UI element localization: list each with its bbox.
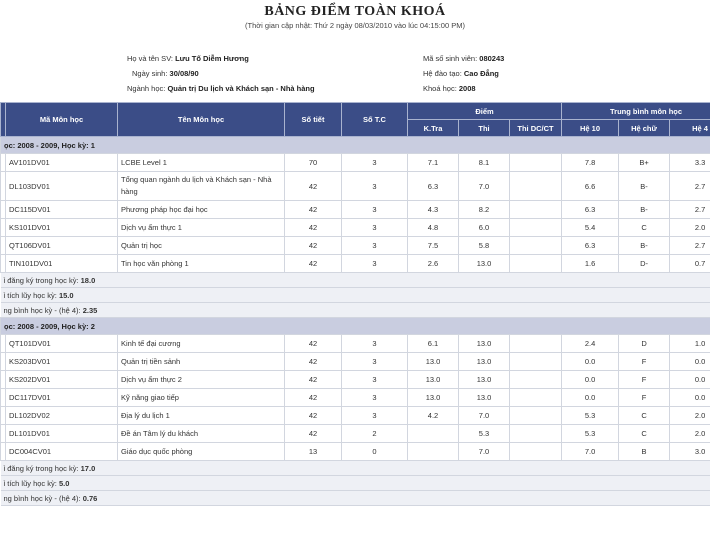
- cell-credits: 2: [342, 425, 408, 443]
- cell-code: DC004CV01: [6, 443, 118, 461]
- cell-hchu: C: [619, 219, 670, 237]
- cell-h4: 1.0: [670, 335, 710, 353]
- summary-label: ỉ đăng ký trong học kỳ:: [3, 275, 79, 285]
- summary-label: ng bình học kỳ - (hệ 4):: [3, 493, 81, 503]
- student-dob: 30/08/90: [169, 69, 199, 78]
- student-major-row: [127, 84, 315, 93]
- cell-thi: 13.0: [459, 335, 510, 353]
- semester-1-body: [1, 137, 710, 273]
- cell-thi: 13.0: [459, 389, 510, 407]
- student-id: 080243: [479, 54, 505, 63]
- cell-code: DL102DV02: [6, 407, 118, 425]
- cell-ktra: 13.0: [408, 371, 459, 389]
- summary-cell: [1, 476, 710, 491]
- summary-label: ng bình học kỳ - (hệ 4):: [3, 305, 81, 315]
- cell-name: Kỹ năng giao tiếp: [118, 389, 285, 407]
- summary-cell: [1, 288, 710, 303]
- cell-thidc: [510, 353, 562, 371]
- table-row: [1, 371, 710, 389]
- cell-h4: 0.0: [670, 353, 710, 371]
- table-row: [1, 389, 710, 407]
- cell-h4: 2.7: [670, 237, 710, 255]
- cell-thidc: [510, 389, 562, 407]
- summary-label: ỉ tích lũy học kỳ:: [3, 478, 57, 488]
- cell-hchu: F: [619, 389, 670, 407]
- cell-credits: 3: [342, 371, 408, 389]
- cell-thi: 5.3: [459, 425, 510, 443]
- summary-row: [1, 273, 710, 288]
- semester-1-header: [1, 137, 710, 154]
- student-id-label: Mã số sinh viên:: [423, 54, 478, 63]
- cell-thi: 13.0: [459, 255, 510, 273]
- cell-name: Đề án Tâm lý du khách: [118, 425, 285, 443]
- cell-name: Phương pháp học đại học: [118, 201, 285, 219]
- cell-h10: 2.4: [562, 335, 619, 353]
- cell-credits: 3: [342, 237, 408, 255]
- table-row: [1, 425, 710, 443]
- cell-h10: 0.0: [562, 353, 619, 371]
- summary-label: ỉ tích lũy học kỳ:: [3, 290, 57, 300]
- table-header-row: [1, 103, 710, 120]
- cell-thidc: [510, 154, 562, 172]
- summary-value: 17.0: [80, 463, 96, 473]
- cell-hours: 42: [285, 407, 342, 425]
- cell-ktra: 13.0: [408, 389, 459, 407]
- cell-credits: 3: [342, 201, 408, 219]
- semester-2-header: [1, 318, 710, 335]
- summary-value: 0.76: [82, 493, 98, 503]
- semester-1-summary: [1, 273, 710, 318]
- semester-2-summary: [1, 461, 710, 506]
- cell-hchu: F: [619, 353, 670, 371]
- header-credits: Số T.C: [342, 103, 408, 137]
- cell-code: QT106DV01: [6, 237, 118, 255]
- table-row: [1, 353, 710, 371]
- cell-h4: 2.7: [670, 201, 710, 219]
- cell-ktra: 13.0: [408, 353, 459, 371]
- cell-thidc: [510, 219, 562, 237]
- cell-name: Tổng quan ngành du lịch và Khách sạn - Nhà hàng: [118, 172, 285, 201]
- grades-table: [0, 102, 710, 506]
- cell-ktra: 4.3: [408, 201, 459, 219]
- cell-thidc: [510, 425, 562, 443]
- cell-h4: 2.0: [670, 407, 710, 425]
- summary-value: 15.0: [58, 290, 74, 300]
- cell-thi: 7.0: [459, 407, 510, 425]
- header-name: Tên Môn học: [118, 103, 285, 137]
- student-cohort: 2008: [458, 84, 476, 93]
- cell-code: QT101DV01: [6, 335, 118, 353]
- summary-row: [1, 303, 710, 318]
- cell-hchu: C: [619, 407, 670, 425]
- summary-row: [1, 476, 710, 491]
- cell-hchu: F: [619, 371, 670, 389]
- cell-thi: 7.0: [459, 172, 510, 201]
- cell-thidc: [510, 255, 562, 273]
- summary-row: [1, 491, 710, 506]
- cell-h10: 7.0: [562, 443, 619, 461]
- table-row: [1, 443, 710, 461]
- cell-hchu: B: [619, 443, 670, 461]
- student-system-row: [423, 69, 499, 78]
- cell-h10: 0.0: [562, 371, 619, 389]
- cell-hours: 42: [285, 335, 342, 353]
- cell-thi: 5.8: [459, 237, 510, 255]
- cell-name: Dịch vụ ẩm thực 1: [118, 219, 285, 237]
- student-cohort-label: Khoá học:: [423, 84, 457, 93]
- header-score: Điểm: [408, 103, 562, 120]
- cell-code: KS101DV01: [6, 219, 118, 237]
- cell-hours: 42: [285, 371, 342, 389]
- cell-h10: 0.0: [562, 389, 619, 407]
- cell-ktra: 7.1: [408, 154, 459, 172]
- summary-value: 5.0: [58, 478, 70, 488]
- summary-cell: [1, 461, 710, 476]
- summary-row: [1, 288, 710, 303]
- semester-2-body: [1, 318, 710, 461]
- cell-h10: 5.3: [562, 407, 619, 425]
- table-row: [1, 407, 710, 425]
- cell-h4: 2.7: [670, 172, 710, 201]
- cell-credits: 3: [342, 353, 408, 371]
- cell-thidc: [510, 172, 562, 201]
- student-name: Lưu Tố Diễm Hương: [175, 54, 249, 63]
- cell-name: Giáo dục quốc phòng: [118, 443, 285, 461]
- cell-ktra: 2.6: [408, 255, 459, 273]
- cell-h4: 3.3: [670, 154, 710, 172]
- cell-ktra: [408, 425, 459, 443]
- header-thi: Thi: [459, 120, 510, 137]
- cell-credits: 3: [342, 219, 408, 237]
- cell-hours: 42: [285, 237, 342, 255]
- summary-cell: [1, 273, 710, 288]
- cell-name: Kinh tế đại cương: [118, 335, 285, 353]
- cell-thi: 6.0: [459, 219, 510, 237]
- cell-hours: 13: [285, 443, 342, 461]
- cell-hchu: B+: [619, 154, 670, 172]
- summary-label: ỉ đăng ký trong học kỳ:: [3, 463, 79, 473]
- cell-credits: 3: [342, 255, 408, 273]
- cell-code: DL103DV01: [6, 172, 118, 201]
- cell-h10: 5.3: [562, 425, 619, 443]
- table-row: [1, 219, 710, 237]
- header-h10: Hệ 10: [562, 120, 619, 137]
- cell-credits: 0: [342, 443, 408, 461]
- cell-h4: 2.0: [670, 425, 710, 443]
- cell-h4: 0.0: [670, 389, 710, 407]
- cell-code: KS203DV01: [6, 353, 118, 371]
- cell-name: Tin học văn phòng 1: [118, 255, 285, 273]
- cell-credits: 3: [342, 154, 408, 172]
- cell-hours: 42: [285, 201, 342, 219]
- cell-hchu: B-: [619, 172, 670, 201]
- cell-hours: 70: [285, 154, 342, 172]
- cell-credits: 3: [342, 407, 408, 425]
- semester-1-title: ọc: 2008 - 2009, Học kỳ: 1: [1, 137, 710, 154]
- cell-h4: 3.0: [670, 443, 710, 461]
- cell-ktra: 4.8: [408, 219, 459, 237]
- cell-thi: 13.0: [459, 371, 510, 389]
- cell-credits: 3: [342, 389, 408, 407]
- table-row: [1, 201, 710, 219]
- cell-name: Địa lý du lịch 1: [118, 407, 285, 425]
- student-cohort-row: [423, 84, 476, 93]
- cell-hours: 42: [285, 353, 342, 371]
- cell-thidc: [510, 335, 562, 353]
- semester-2-title: ọc: 2008 - 2009, Học kỳ: 2: [1, 318, 710, 335]
- cell-thidc: [510, 407, 562, 425]
- cell-hours: 42: [285, 389, 342, 407]
- cell-ktra: 7.5: [408, 237, 459, 255]
- header-thidc: Thi DC/CT: [510, 120, 562, 137]
- grades-table-wrapper: [0, 102, 710, 506]
- cell-name: Dịch vụ ẩm thực 2: [118, 371, 285, 389]
- student-dob-row: [132, 69, 199, 78]
- cell-h4: 0.7: [670, 255, 710, 273]
- cell-h4: 2.0: [670, 219, 710, 237]
- cell-code: TIN101DV01: [6, 255, 118, 273]
- summary-cell: [1, 491, 710, 506]
- summary-value: 18.0: [80, 275, 96, 285]
- table-row: [1, 255, 710, 273]
- cell-thi: 8.1: [459, 154, 510, 172]
- cell-h10: 7.8: [562, 154, 619, 172]
- cell-code: DL101DV01: [6, 425, 118, 443]
- summary-cell: [1, 303, 710, 318]
- cell-h4: 0.0: [670, 371, 710, 389]
- cell-name: LCBE Level 1: [118, 154, 285, 172]
- summary-row: [1, 461, 710, 476]
- student-major-label: Ngành học:: [127, 84, 166, 93]
- table-row: [1, 237, 710, 255]
- cell-hours: 42: [285, 219, 342, 237]
- update-time: (Thời gian cập nhật: Thứ 2 ngày 08/03/2010 vào lúc 04:15:00 PM): [245, 21, 465, 30]
- cell-hchu: B-: [619, 201, 670, 219]
- cell-thi: 7.0: [459, 443, 510, 461]
- student-name-row: [127, 54, 249, 63]
- header-average: Trung bình môn học: [562, 103, 710, 120]
- table-row: [1, 172, 710, 201]
- cell-name: Quản trị tiền sảnh: [118, 353, 285, 371]
- cell-credits: 3: [342, 335, 408, 353]
- cell-h10: 5.4: [562, 219, 619, 237]
- cell-thi: 8.2: [459, 201, 510, 219]
- header-hchu: Hệ chữ: [619, 120, 670, 137]
- page-title: BẢNG ĐIỂM TOÀN KHOÁ: [264, 4, 446, 19]
- cell-thi: 13.0: [459, 353, 510, 371]
- cell-hours: 42: [285, 255, 342, 273]
- cell-h10: 6.3: [562, 237, 619, 255]
- cell-hchu: D: [619, 335, 670, 353]
- student-dob-label: Ngày sinh:: [132, 69, 168, 78]
- cell-code: AV101DV01: [6, 154, 118, 172]
- cell-code: DC115DV01: [6, 201, 118, 219]
- cell-name: Quản trị học: [118, 237, 285, 255]
- cell-ktra: 6.1: [408, 335, 459, 353]
- cell-h10: 6.3: [562, 201, 619, 219]
- cell-thidc: [510, 371, 562, 389]
- header-h4: Hệ 4: [670, 120, 710, 137]
- cell-code: KS202DV01: [6, 371, 118, 389]
- cell-credits: 3: [342, 172, 408, 201]
- header-ktra: K.Tra: [408, 120, 459, 137]
- table-row: [1, 154, 710, 172]
- cell-code: DC117DV01: [6, 389, 118, 407]
- header-code: Mã Môn học: [6, 103, 118, 137]
- header-hours: Số tiết: [285, 103, 342, 137]
- student-system: Cao Đẳng: [463, 69, 499, 78]
- table-row: [1, 335, 710, 353]
- summary-value: 2.35: [82, 305, 98, 315]
- cell-hchu: D-: [619, 255, 670, 273]
- student-major: Quản trị Du lịch và Khách sạn - Nhà hàng: [167, 84, 315, 93]
- cell-ktra: [408, 443, 459, 461]
- cell-ktra: 6.3: [408, 172, 459, 201]
- cell-thidc: [510, 443, 562, 461]
- student-name-label: Họ và tên SV:: [127, 54, 173, 63]
- cell-hchu: B-: [619, 237, 670, 255]
- cell-hchu: C: [619, 425, 670, 443]
- cell-h10: 6.6: [562, 172, 619, 201]
- cell-thidc: [510, 237, 562, 255]
- cell-hours: 42: [285, 425, 342, 443]
- cell-thidc: [510, 201, 562, 219]
- student-system-label: Hệ đào tạo:: [423, 69, 462, 78]
- cell-ktra: 4.2: [408, 407, 459, 425]
- cell-h10: 1.6: [562, 255, 619, 273]
- student-id-row: [423, 54, 504, 63]
- cell-hours: 42: [285, 172, 342, 201]
